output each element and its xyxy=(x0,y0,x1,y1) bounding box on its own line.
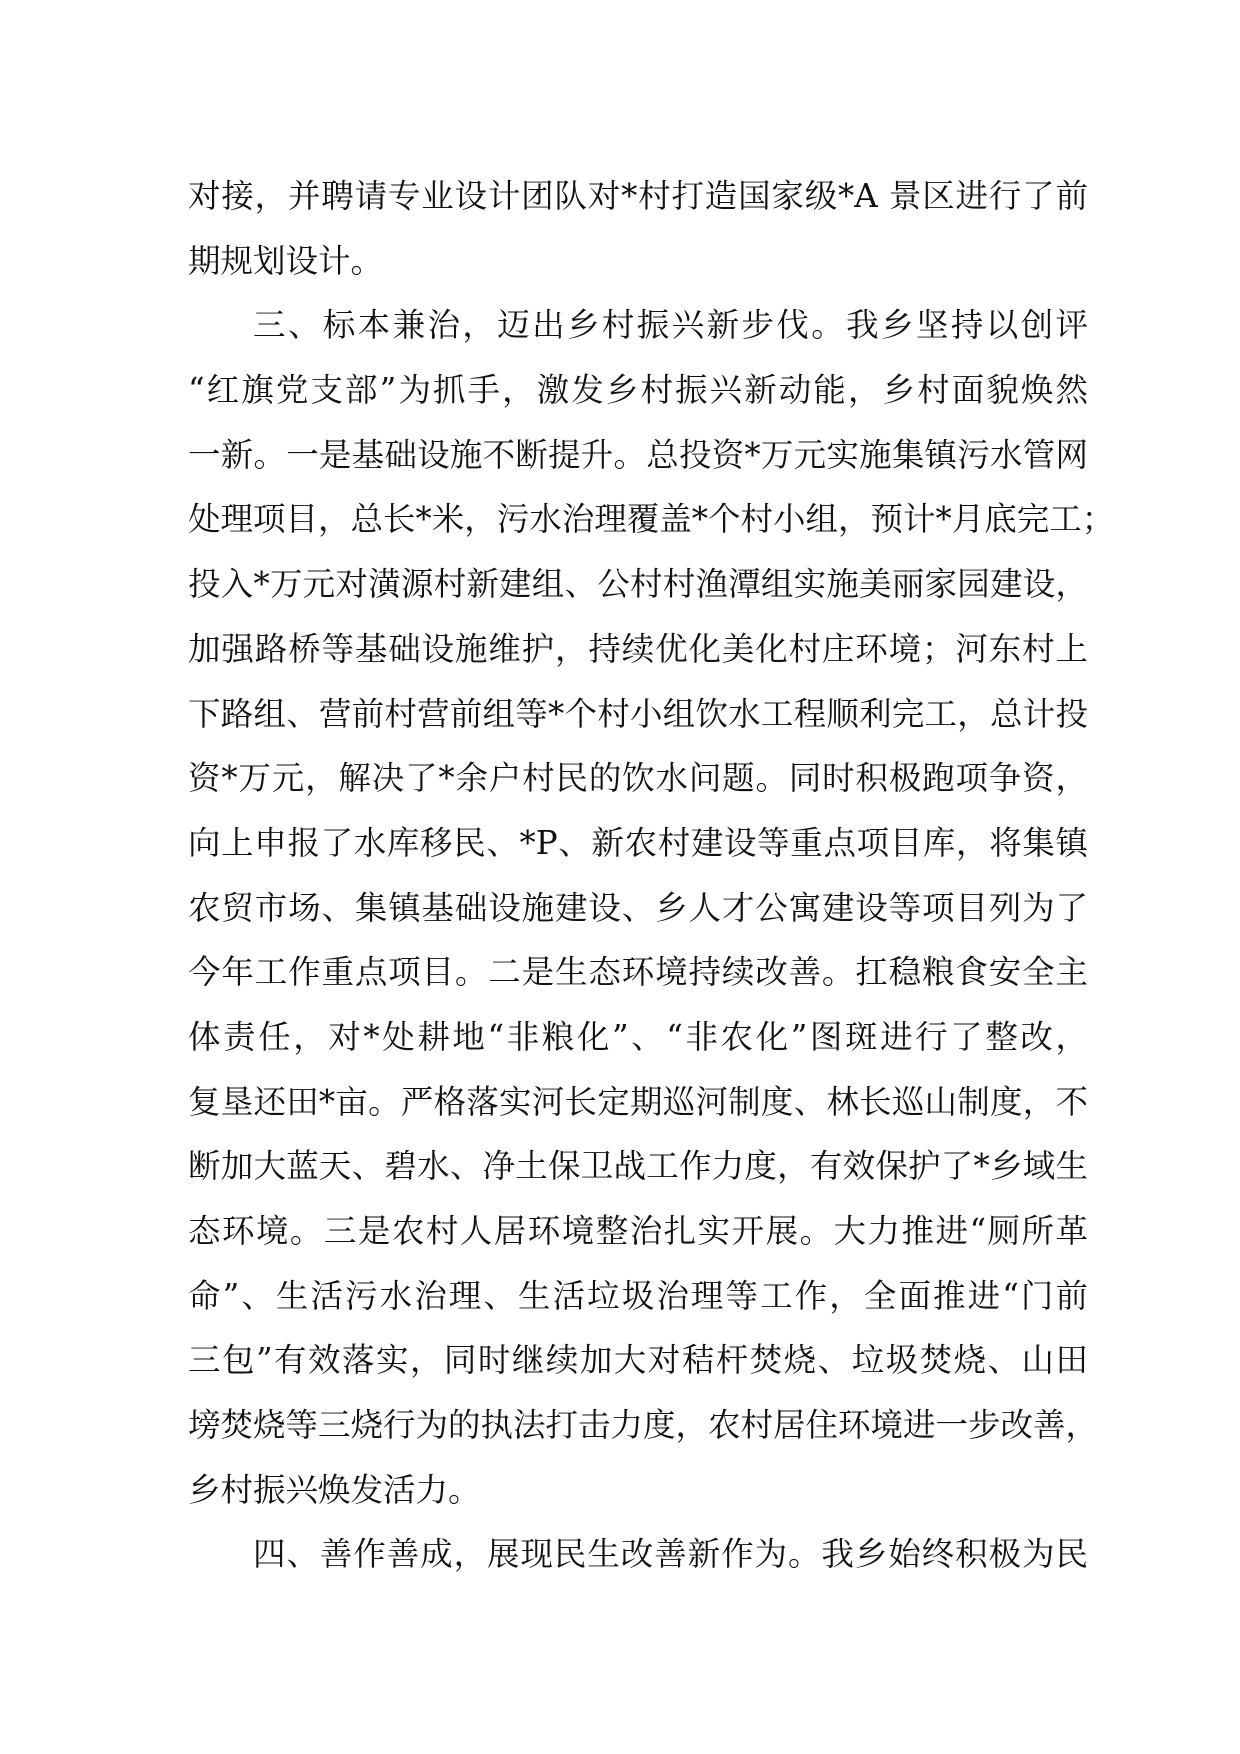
text-line: 体责任，对*处耕地“非粮化”、“非农化”图斑进行了整改， xyxy=(188,1017,1088,1056)
body-text xyxy=(188,164,1115,1587)
text-line: 投入*万元对潢源村新建组、公村村渔潭组实施美丽家园建设， xyxy=(188,565,1088,604)
text-line: 命”、生活污水治理、生活垃圾治理等工作，全面推进“门前 xyxy=(188,1276,1088,1315)
text-line: 乡村振兴焕发活力。 xyxy=(188,1470,481,1509)
text-line: 今年工作重点项目。二是生态环境持续改善。扛稳粮食安全主 xyxy=(188,953,1088,992)
section-heading-line: 四、善作善成，展现民生改善新作为。我乡始终积极为民 xyxy=(253,1535,1088,1574)
text-line: 资*万元，解决了*余户村民的饮水问题。同时积极跑项争资， xyxy=(188,759,1088,798)
text-line: 加强路桥等基础设施维护，持续优化美化村庄环境；河东村上 xyxy=(188,629,1088,668)
text-line: 向上申报了水库移民、*P、新农村建设等重点项目库，将集镇 xyxy=(188,823,1088,862)
text-line: 态环境。三是农村人居环境整治扎实开展。大力推进“厕所革 xyxy=(188,1212,1088,1250)
text-line: 下路组、营前村营前组等*个村小组饮水工程顺利完工，总计投 xyxy=(188,694,1088,733)
text-line: 对接，并聘请专业设计团队对*村打造国家级*A 景区进行了前 xyxy=(188,177,1088,215)
text-line: 期规划设计。 xyxy=(188,241,384,280)
text-line: 复垦还田*亩。严格落实河长定期巡河制度、林长巡山制度，不 xyxy=(188,1082,1088,1121)
text-line: 一新。一是基础设施不断提升。总投资*万元实施集镇污水管网 xyxy=(188,435,1088,474)
text-line: 塝焚烧等三烧行为的执法打击力度，农村居住环境进一步改善， xyxy=(188,1406,1099,1445)
text-line: 处理项目，总长*米，污水治理覆盖*个村小组，预计*月底完工； xyxy=(188,500,1115,539)
section-heading-line: 三、标本兼治，迈出乡村振兴新步伐。我乡坚持以创评 xyxy=(253,306,1088,345)
text-line: 断加大蓝天、碧水、净土保卫战工作力度，有效保护了*乡域生 xyxy=(188,1147,1088,1186)
text-line: “红旗党支部”为抓手，激发乡村振兴新动能，乡村面貌焕然 xyxy=(188,371,1088,410)
text-line: 三包”有效落实，同时继续加大对秸杆焚烧、垃圾焚烧、山田 xyxy=(188,1341,1088,1380)
text-line: 农贸市场、集镇基础设施建设、乡人才公寓建设等项目列为了 xyxy=(188,888,1088,927)
